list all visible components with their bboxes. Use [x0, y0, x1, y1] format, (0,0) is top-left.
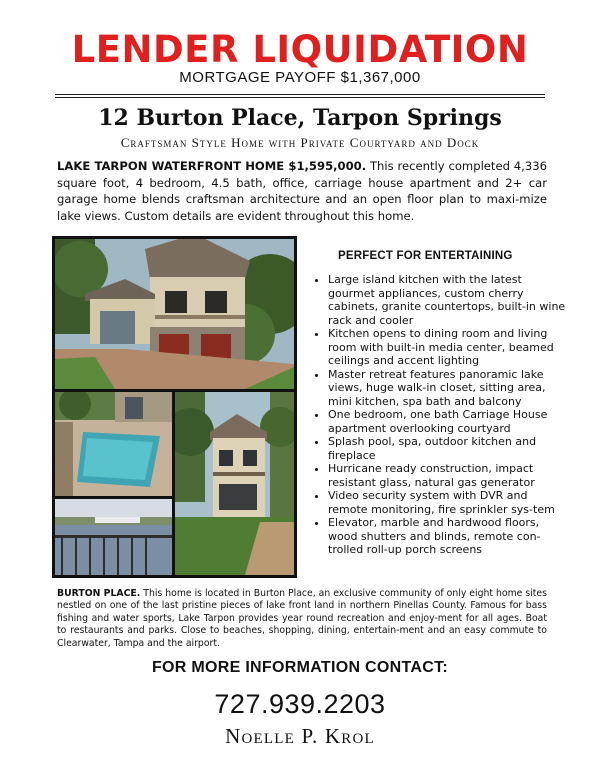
location-body: This home is located in Burton Place, an exclusive community of only eight home sites nestled on one of the last pristine pieces of lake front land in northern Pinellas County. Famous for bass fishing and water sports, Lake Tarpon provides year round recreation and enjoy-ment for all ages. Boat to restaurants and parks. Close to beaches, shopping, dining, entertain-ment and an easy commute to Clearwater, Tampa and the airport.: [57, 588, 547, 649]
intro-paragraph: [57, 158, 547, 224]
pool-photo: [55, 392, 172, 496]
features-list: [312, 273, 568, 557]
feature-item: • Master retreat features panoramic lake views, huge walk-in closet, sitting area, mini kitchen, spa bath and balcony: [328, 368, 568, 409]
property-address: 12 Burton Place, Tarpon Springs: [98, 105, 502, 131]
property-subtitle: Craftsman Style Home with Private Courtyard and Dock: [120, 135, 480, 150]
features-title: PERFECT FOR ENTERTAINING: [338, 250, 513, 262]
feature-item: • Large island kitchen with the latest gourmet appliances, custom cherry cabinets, granite countertops, built-in wine rack and cooler: [328, 273, 568, 327]
divider-bottom: [55, 97, 545, 98]
intro-body: This recently completed 4,336 square foot, 4 bedroom, 4.5 bath, office, carriage house apartment and 2+ car garage home blends craftsman architecture and an open floor plan to maxi-mize lake views. Custom details are evident throughout this home.: [57, 159, 547, 223]
feature-item: • Video security system with DVR and remote monitoring, fire sprinkler sys-tem: [328, 489, 568, 516]
divider-top: [55, 94, 545, 95]
photo-collage: [52, 236, 297, 578]
headline: LENDER LIQUIDATION: [71, 28, 529, 71]
dock-photo: [55, 499, 172, 575]
feature-item: • Splash pool, spa, outdoor kitchen and fireplace: [328, 435, 568, 462]
house-side-photo: [175, 392, 294, 575]
location-paragraph: [57, 588, 547, 650]
contact-phone: 727.939.2203: [214, 689, 386, 719]
agent-name: Noelle P. Krol: [225, 724, 375, 748]
intro-lead: LAKE TARPON WATERFRONT HOME $1,595,000.: [57, 159, 367, 173]
feature-item: • Elevator, marble and hardwood floors, wood shutters and blinds, remote con-trolled roll-up porch screens: [328, 516, 568, 557]
feature-item: • One bedroom, one bath Carriage House apartment overlooking courtyard: [328, 408, 568, 435]
feature-item: • Kitchen opens to dining room and living room with built-in media center, beamed ceilings and accent lighting: [328, 327, 568, 368]
contact-heading: FOR MORE INFORMATION CONTACT:: [151, 659, 449, 676]
mortgage-payoff: MORTGAGE PAYOFF $1,367,000: [179, 69, 421, 86]
feature-item: • Hurricane ready construction, impact resistant glass, natural gas generator: [328, 462, 568, 489]
house-front-photo: [55, 239, 294, 389]
location-lead: BURTON PLACE.: [57, 588, 141, 599]
